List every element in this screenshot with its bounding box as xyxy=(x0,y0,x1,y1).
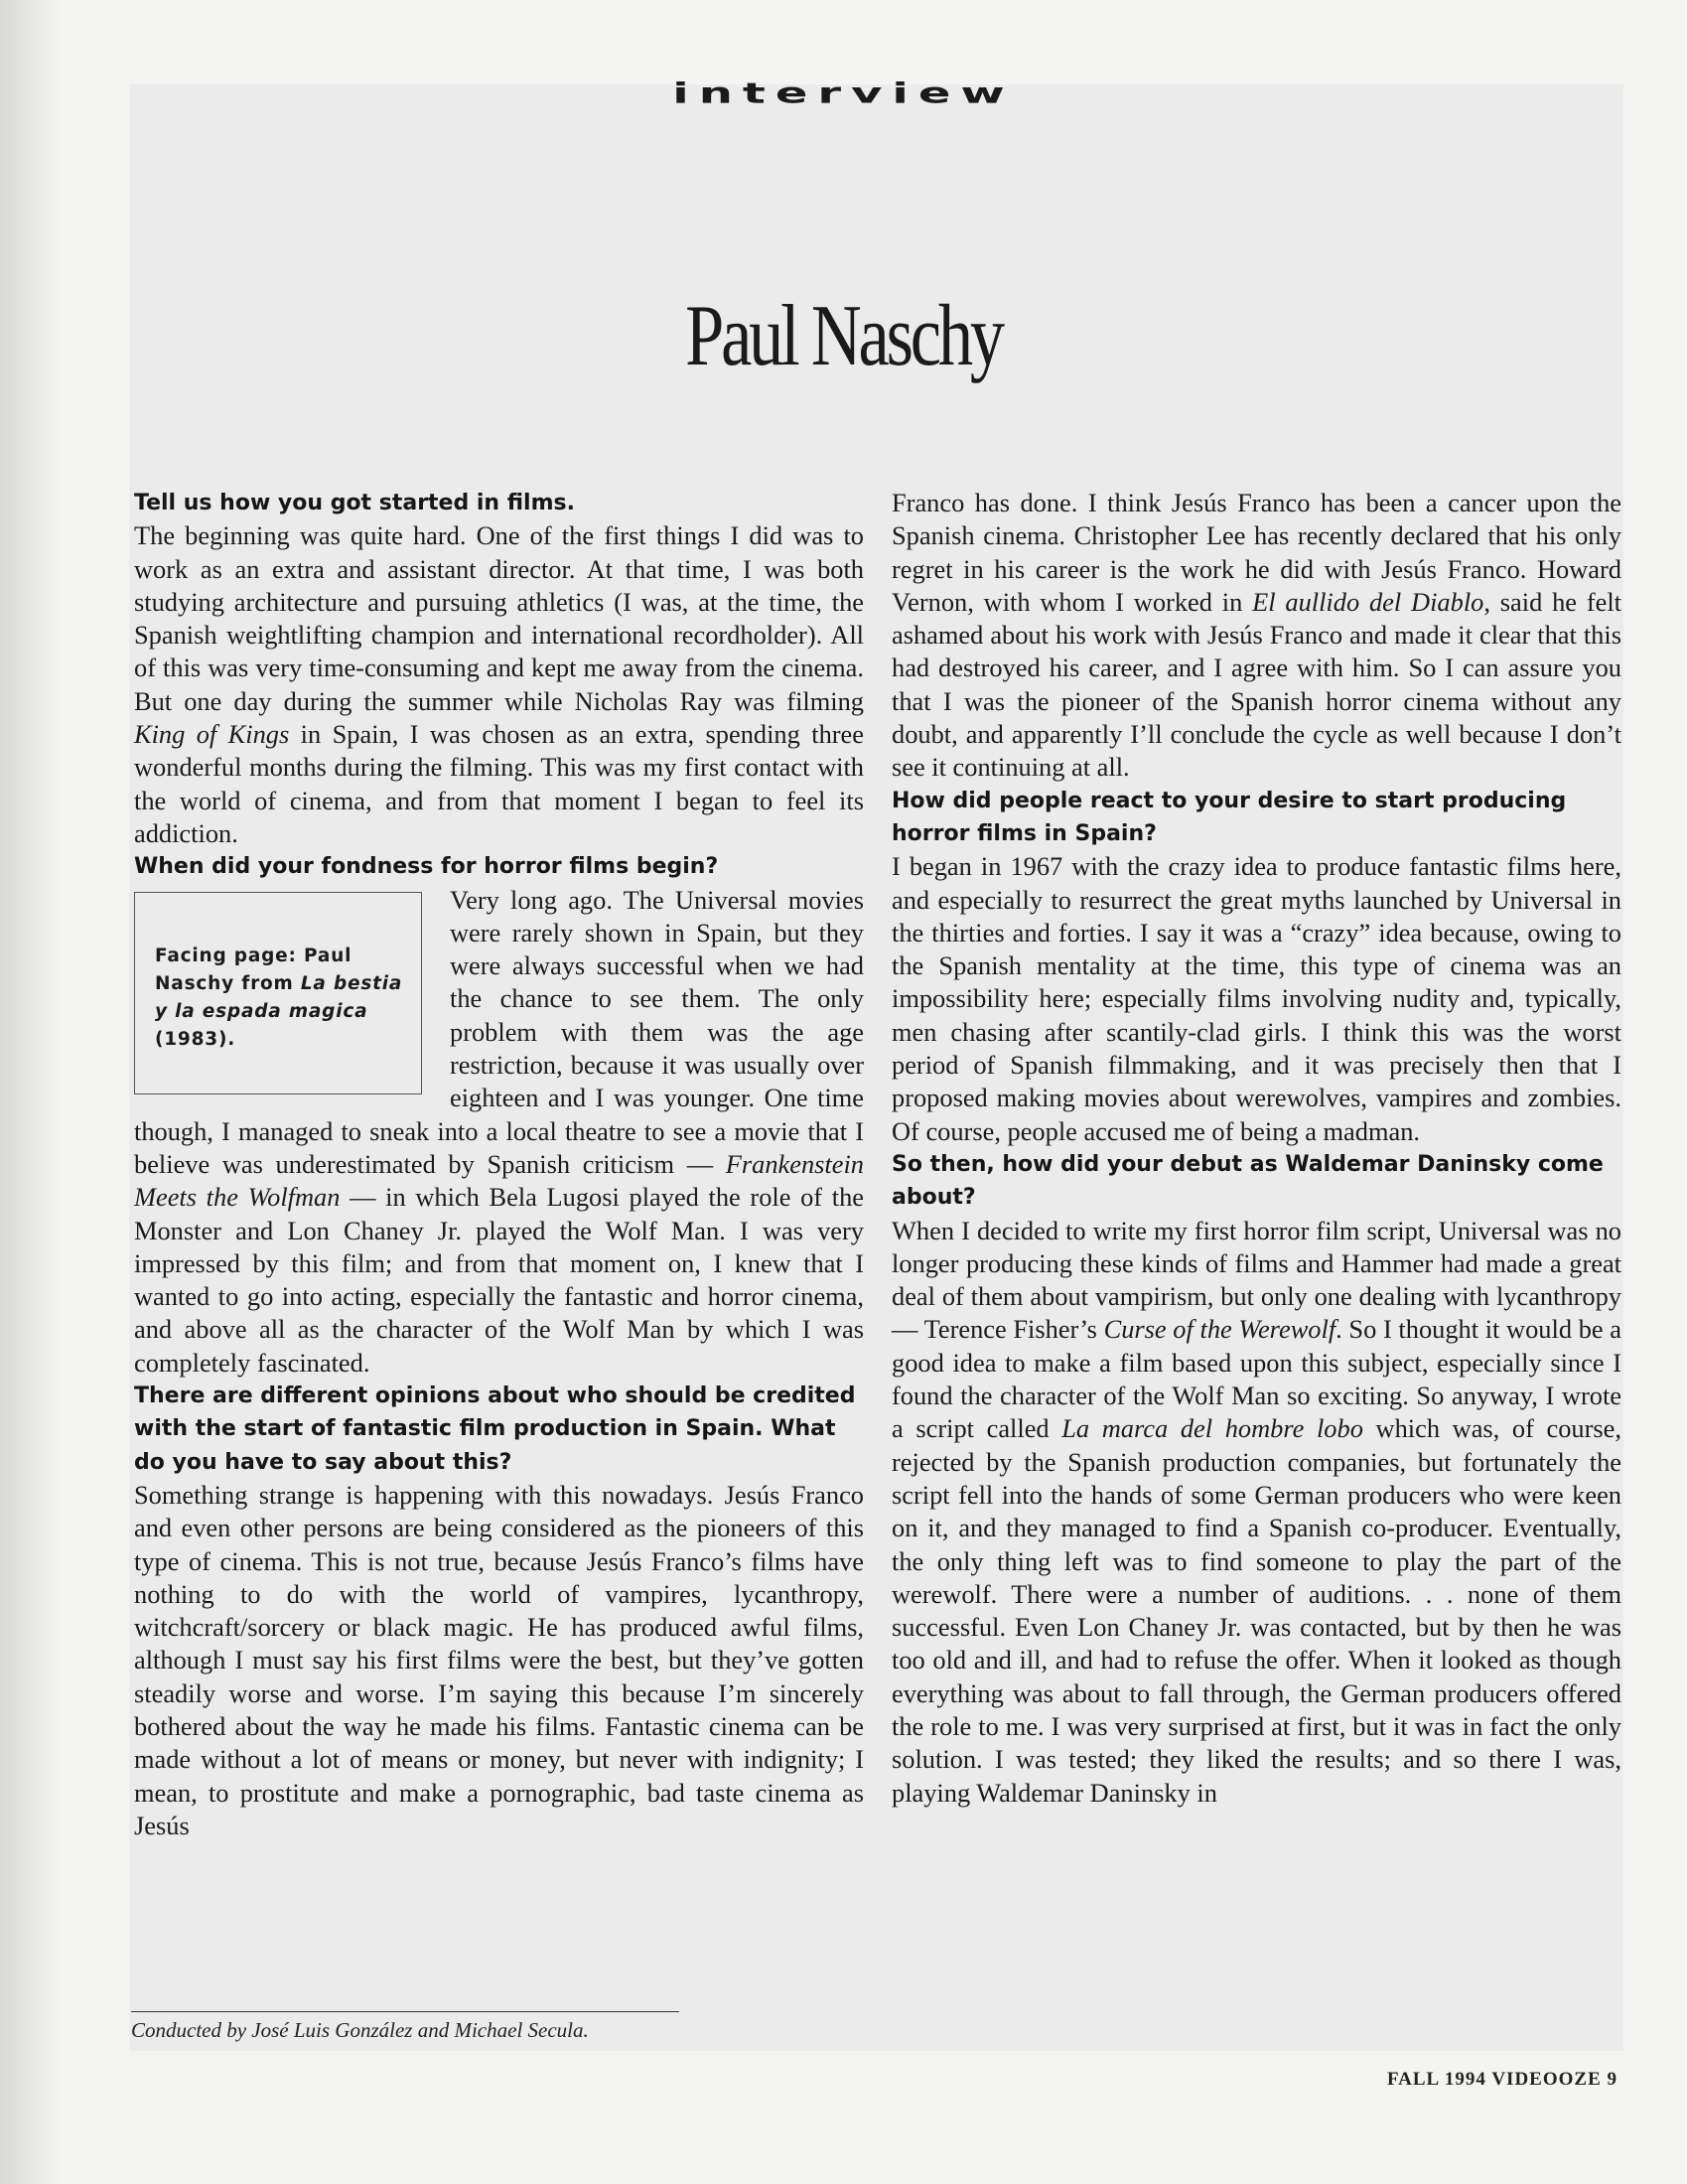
article-title: Paul Naschy xyxy=(685,288,1002,384)
answer: Facing page: Paul Naschy from La bestia y la espada magica (1983). Very long ago. The Universal movies were rarely shown in Spain, but they were always successful when we had the chance to see them. The only problem with them was the age restriction, because it was usually over eighteen and I was younger. One time though, I managed to sneak into a local theatre to see a movie that I believe was underestimated by Spanish criticism — Frankenstein Meets the Wolfman — in which Bela Lugosi played the role of the Monster and Lon Chaney Jr. played the Wolf Man. I was very impressed by this film; and from that moment on, I knew that I wanted to go into acting, especially the fantastic and horror cinema, and above all as the character of the Wolf Man by which I was completely fascinated. xyxy=(134,884,864,1378)
film-title: King of Kings xyxy=(134,719,290,750)
film-title: La marca del hombre lobo xyxy=(1061,1413,1363,1444)
answer: Franco has done. I think Jesús Franco has been a cancer upon the Spanish cinema. Christopher Lee has recently declared that his only regret in his career is the work he did with Jesús Franco. Howard Vernon, with whom I worked in El aullido del Diablo, said he felt ashamed about his work with Jesús Franco and made it clear that this had destroyed his career, and I agree with him. So I can assure you that I was the pioneer of the Spanish horror cinema without any doubt, and apparently I’ll conclude the cycle as well because I don’t see it continuing at all. xyxy=(892,488,1622,783)
question: Tell us how you got started in films. xyxy=(134,491,575,515)
page-folio: FALL 1994 VIDEOOZE 9 xyxy=(1386,2069,1617,2090)
question: There are different opinions about who should be credited with the start of fantastic film production in Spain. What do you have to say about this? xyxy=(134,1383,856,1475)
answer: Something strange is happening with this nowadays. Jesús Franco and even other persons are being considered as the pioneers of this type of cinema. This is not true, because Jesús Franco’s films have nothing to do with the world of vampires, lycanthropy, witchcraft/sorcery or black magic. He has produced awful films, although I must say his first films were the best, but they’ve gotten steadily worse and worse. I’m saying this because I’m sincerely bothered about the way he made his films. Fantastic cinema can be made without a lot of means or money, but never with indignity; I mean, to prostitute and make a pornographic, bad taste cinema as Jesús xyxy=(134,1479,864,1840)
right-column xyxy=(892,487,1621,1810)
credit-rule xyxy=(131,2011,679,2012)
question: When did your fondness for horror films begin? xyxy=(134,854,719,880)
question: How did people react to your desire to start producing horror films in Spain? xyxy=(892,788,1567,846)
film-title: El aullido del Diablo xyxy=(1252,586,1484,617)
answer: I began in 1967 with the crazy idea to produce fantastic films here, and especially to resurrect the great myths launched by Universal in the thirties and forties. I say it was a “crazy” idea because, owing to the Spanish mentality at the time, this type of cinema was an impossibility here; especially films involving nudity and, typically, men chasing after scantily-clad girls. I think this was the worst period of Spanish filmmaking, and it was precisely then that I proposed making movies about werewolves, vampires and zombies. Of course, people accused me of being a madman. xyxy=(892,851,1621,1146)
film-title: Curse of the Werewolf xyxy=(1103,1314,1336,1345)
photo-caption: Facing page: Paul Naschy from La bestia y la espada magica (1983). xyxy=(134,892,422,1094)
question: So then, how did your debut as Waldemar Daninsky come about? xyxy=(892,1151,1604,1211)
answer: When I decided to write my first horror film script, Universal was no longer producing these kinds of films and Hammer had made a great deal of them about vampirism, but only one dealing with lycanthropy — Terence Fisher’s Curse of the Werewolf. So I thought it would be a good idea to make a film based upon this subject, especially since I found the character of the Wolf Man so exciting. So anyway, I wrote a script called La marca del hombre lobo which was, of course, rejected by the Spanish production companies, but fortunately the script fell into the hands of some German producers who were keen on it, and they managed to find a Spanish co-producer. Eventually, the only thing left was to find someone to play the part of the werewolf. There were a number of auditions. . . none of them successful. Even Lon Chaney Jr. was contacted, but by then he was too old and ill, and had to refuse the offer. When it looked as though everything was about to fall through, the German producers offered the role to me. I was very surprised at first, but it was in fact the only solution. I was tested; they liked the results; and so there I was, playing Waldemar Daninsky in xyxy=(892,1215,1621,1808)
page-gutter xyxy=(0,0,60,2184)
interview-credit: Conducted by José Luis González and Michael Secula. xyxy=(131,2018,589,2042)
caption-film-title: La bestia y la espada magica xyxy=(155,972,403,1022)
section-label: interview xyxy=(672,76,1015,110)
film-title: Frankenstein Meets the Wolfman xyxy=(134,1148,864,1213)
left-column xyxy=(134,487,864,1842)
answer: The beginning was quite hard. One of the first things I did was to work as an extra and assistant director. At that time, I was both studying architecture and pursuing athletics (I was, at the time, the Spanish weightlifting champion and international recordholder). All of this was very time-consuming and kept me away from the cinema. But one day during the summer while Nicholas Ray was filming King of Kings in Spain, I was chosen as an extra, spending three wonderful months during the filming. This was my first contact with the world of cinema, and from that moment I began to feel its addiction. xyxy=(134,520,864,848)
